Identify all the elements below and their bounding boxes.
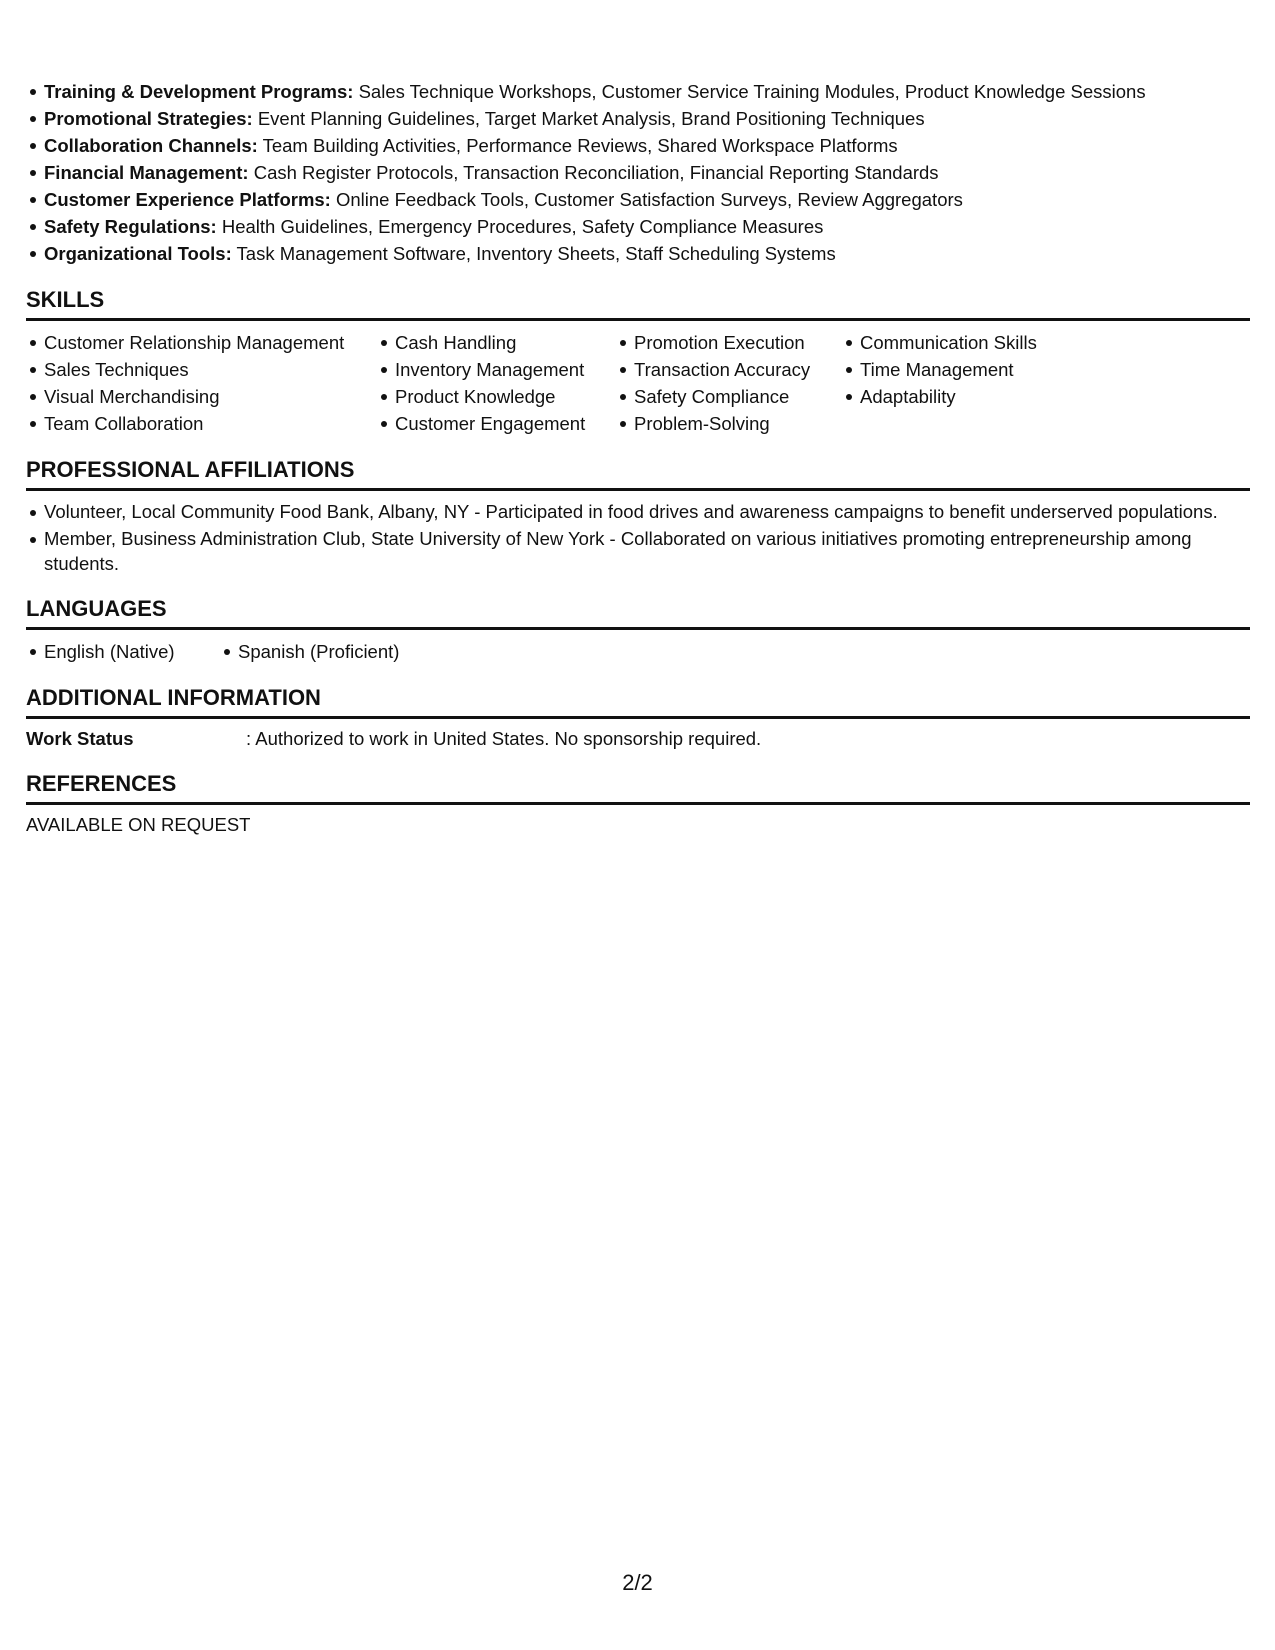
skills-column [377, 329, 616, 437]
work-status-value: : Authorized to work in United States. No sponsorship required. [246, 728, 762, 749]
list-item [44, 159, 1250, 186]
skills-column [616, 329, 842, 437]
skill-item: Sales Techniques [44, 356, 377, 383]
list-item: Member, Business Administration Club, State University of New York - Collaborated on various initiatives promoting entrepreneurship among students. [44, 526, 1250, 576]
languages-column [220, 638, 399, 665]
tool-category-text: Sales Technique Workshops, Customer Service Training Modules, Product Knowledge Sessions [353, 81, 1146, 102]
skills-column [26, 329, 377, 437]
skill-item: Adaptability [860, 383, 1110, 410]
references-text: AVAILABLE ON REQUEST [26, 814, 251, 835]
skill-item: Transaction Accuracy [634, 356, 842, 383]
skill-item: Cash Handling [395, 329, 616, 356]
skills-column [842, 329, 1110, 437]
additional-info-heading: ADDITIONAL INFORMATION [26, 685, 1250, 719]
languages-list [26, 638, 1250, 665]
language-item: English (Native) [44, 638, 220, 665]
list-item [44, 132, 1250, 159]
tool-category-label: Customer Experience Platforms: [44, 189, 331, 210]
languages-heading: LANGUAGES [26, 596, 1250, 630]
list-item: Volunteer, Local Community Food Bank, Albany, NY - Participated in food drives and awareness campaigns to benefit underserved populations. [44, 499, 1250, 524]
skill-item: Safety Compliance [634, 383, 842, 410]
affiliations-list [26, 499, 1250, 576]
work-status-label: Work Status [26, 728, 134, 749]
tool-category-text: Task Management Software, Inventory Sheets, Staff Scheduling Systems [231, 243, 836, 264]
tool-category-text: Online Feedback Tools, Customer Satisfaction Surveys, Review Aggregators [330, 189, 963, 210]
tool-category-text: Cash Register Protocols, Transaction Reconciliation, Financial Reporting Standards [248, 162, 939, 183]
list-item [44, 240, 1250, 267]
list-item [44, 78, 1250, 105]
resume-page [26, 78, 1250, 837]
language-item: Spanish (Proficient) [238, 638, 399, 665]
skill-item: Promotion Execution [634, 329, 842, 356]
skill-item: Product Knowledge [395, 383, 616, 410]
tool-category-text: Health Guidelines, Emergency Procedures, Safety Compliance Measures [216, 216, 824, 237]
list-item [44, 213, 1250, 240]
skill-item: Customer Relationship Management [44, 329, 377, 356]
tool-category-text: Event Planning Guidelines, Target Market Analysis, Brand Positioning Techniques [252, 108, 925, 129]
skills-grid [26, 329, 1250, 437]
work-status-row [26, 727, 1250, 751]
skill-item: Time Management [860, 356, 1110, 383]
skill-item: Inventory Management [395, 356, 616, 383]
skill-item: Visual Merchandising [44, 383, 377, 410]
skill-item: Team Collaboration [44, 410, 377, 437]
tool-category-text: Team Building Activities, Performance Reviews, Shared Workspace Platforms [257, 135, 898, 156]
tool-category-label: Organizational Tools: [44, 243, 232, 264]
tools-list [26, 78, 1250, 267]
affiliations-heading: PROFESSIONAL AFFILIATIONS [26, 457, 1250, 491]
tool-category-label: Collaboration Channels: [44, 135, 258, 156]
skill-item: Problem-Solving [634, 410, 842, 437]
list-item [44, 186, 1250, 213]
skills-heading: SKILLS [26, 287, 1250, 321]
page-number: 2/2 [622, 1570, 653, 1595]
tool-category-label: Promotional Strategies: [44, 108, 253, 129]
skill-item: Communication Skills [860, 329, 1110, 356]
tool-category-label: Training & Development Programs: [44, 81, 354, 102]
languages-column [26, 638, 220, 665]
tool-category-label: Financial Management: [44, 162, 249, 183]
tool-category-label: Safety Regulations: [44, 216, 217, 237]
references-heading: REFERENCES [26, 771, 1250, 805]
skill-item: Customer Engagement [395, 410, 616, 437]
list-item [44, 105, 1250, 132]
